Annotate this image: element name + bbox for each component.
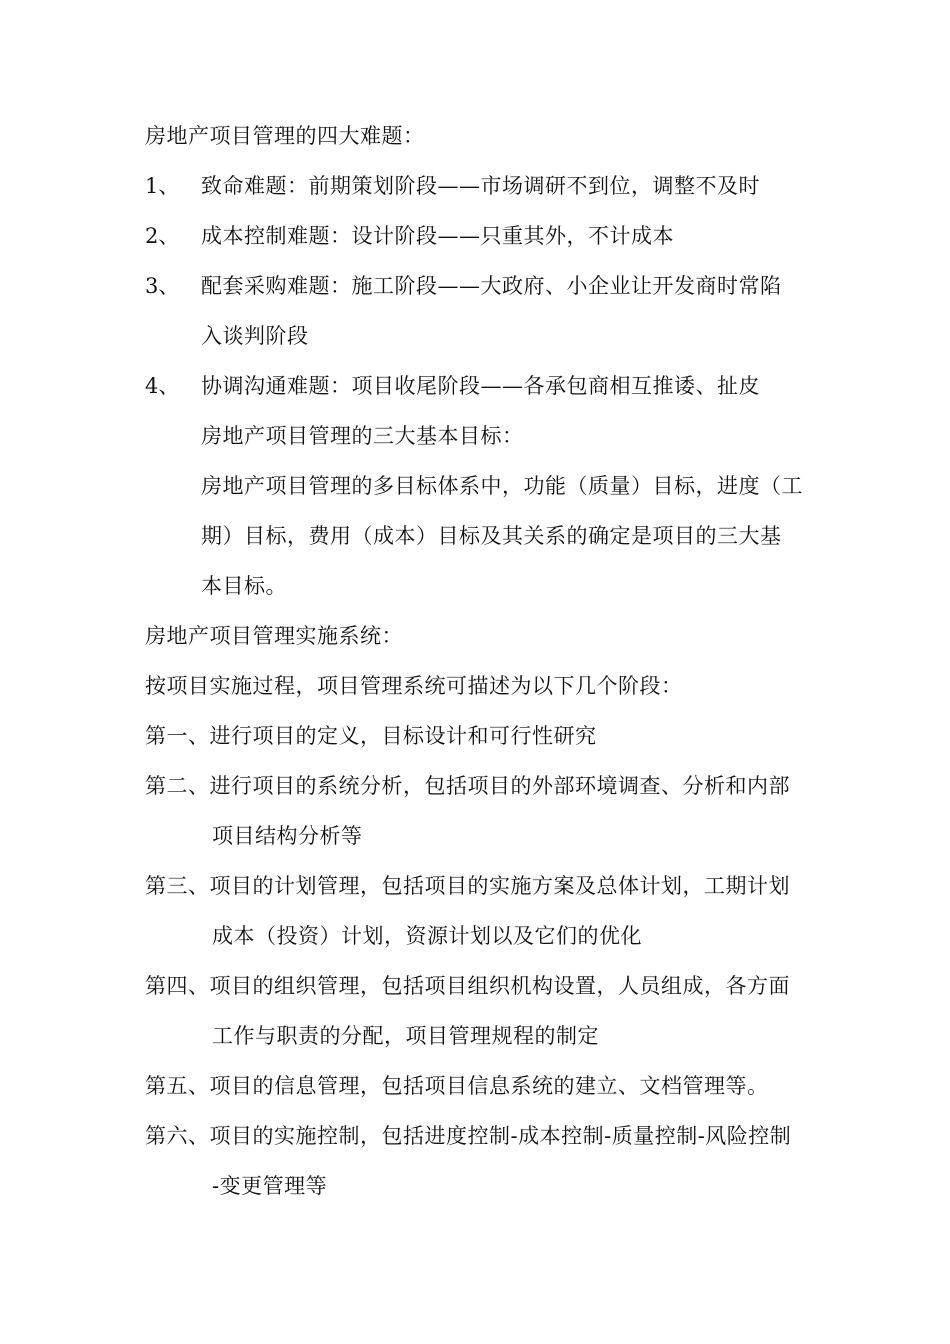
stage-item-continued: 成本（投资）计划，资源计划以及它们的优化 — [212, 924, 642, 948]
goals-paragraph-line: 期）目标，费用（成本）目标及其关系的确定是项目的三大基 — [201, 524, 782, 548]
heading-implementation-system: 房地产项目管理实施系统： — [145, 624, 403, 648]
difficulty-number: 2、 — [145, 224, 180, 248]
stage-item: 第一、进行项目的定义，目标设计和可行性研究 — [145, 724, 597, 748]
difficulty-item: 协调沟通难题：项目收尾阶段——各承包商相互推诿、扯皮 — [201, 374, 760, 398]
heading-four-difficulties: 房地产项目管理的四大难题： — [145, 124, 425, 148]
stage-item: 第四、项目的组织管理，包括项目组织机构设置，人员组成，各方面 — [145, 974, 790, 998]
stage-item: 第二、进行项目的系统分析，包括项目的外部环境调查、分析和内部 — [145, 774, 790, 798]
stage-item: 第六、项目的实施控制，包括进度控制-成本控制-质量控制-风险控制 — [145, 1124, 792, 1148]
stage-item: 第三、项目的计划管理，包括项目的实施方案及总体计划，工期计划 — [145, 874, 790, 898]
heading-three-goals: 房地产项目管理的三大基本目标： — [201, 424, 524, 448]
difficulty-item: 致命难题：前期策划阶段——市场调研不到位，调整不及时 — [201, 174, 760, 198]
stage-item-continued: 工作与职责的分配，项目管理规程的制定 — [212, 1024, 599, 1048]
difficulty-item-continued: 入谈判阶段 — [201, 324, 309, 348]
goals-paragraph-line: 本目标。 — [201, 574, 287, 598]
difficulty-number: 4、 — [145, 374, 180, 398]
difficulty-item: 成本控制难题：设计阶段——只重其外，不计成本 — [201, 224, 674, 248]
stage-item-continued: 项目结构分析等 — [212, 824, 363, 848]
difficulty-item: 配套采购难题：施工阶段——大政府、小企业让开发商时常陷 — [201, 274, 782, 298]
stage-item: 第五、项目的信息管理，包括项目信息系统的建立、文档管理等。 — [145, 1074, 769, 1098]
goals-paragraph-line: 房地产项目管理的多目标体系中，功能（质量）目标，进度（工 — [201, 474, 803, 498]
stage-item-continued: -变更管理等 — [212, 1174, 328, 1198]
difficulty-number: 3、 — [145, 274, 180, 298]
system-intro: 按项目实施过程，项目管理系统可描述为以下几个阶段： — [145, 674, 683, 698]
difficulty-number: 1、 — [145, 174, 180, 198]
